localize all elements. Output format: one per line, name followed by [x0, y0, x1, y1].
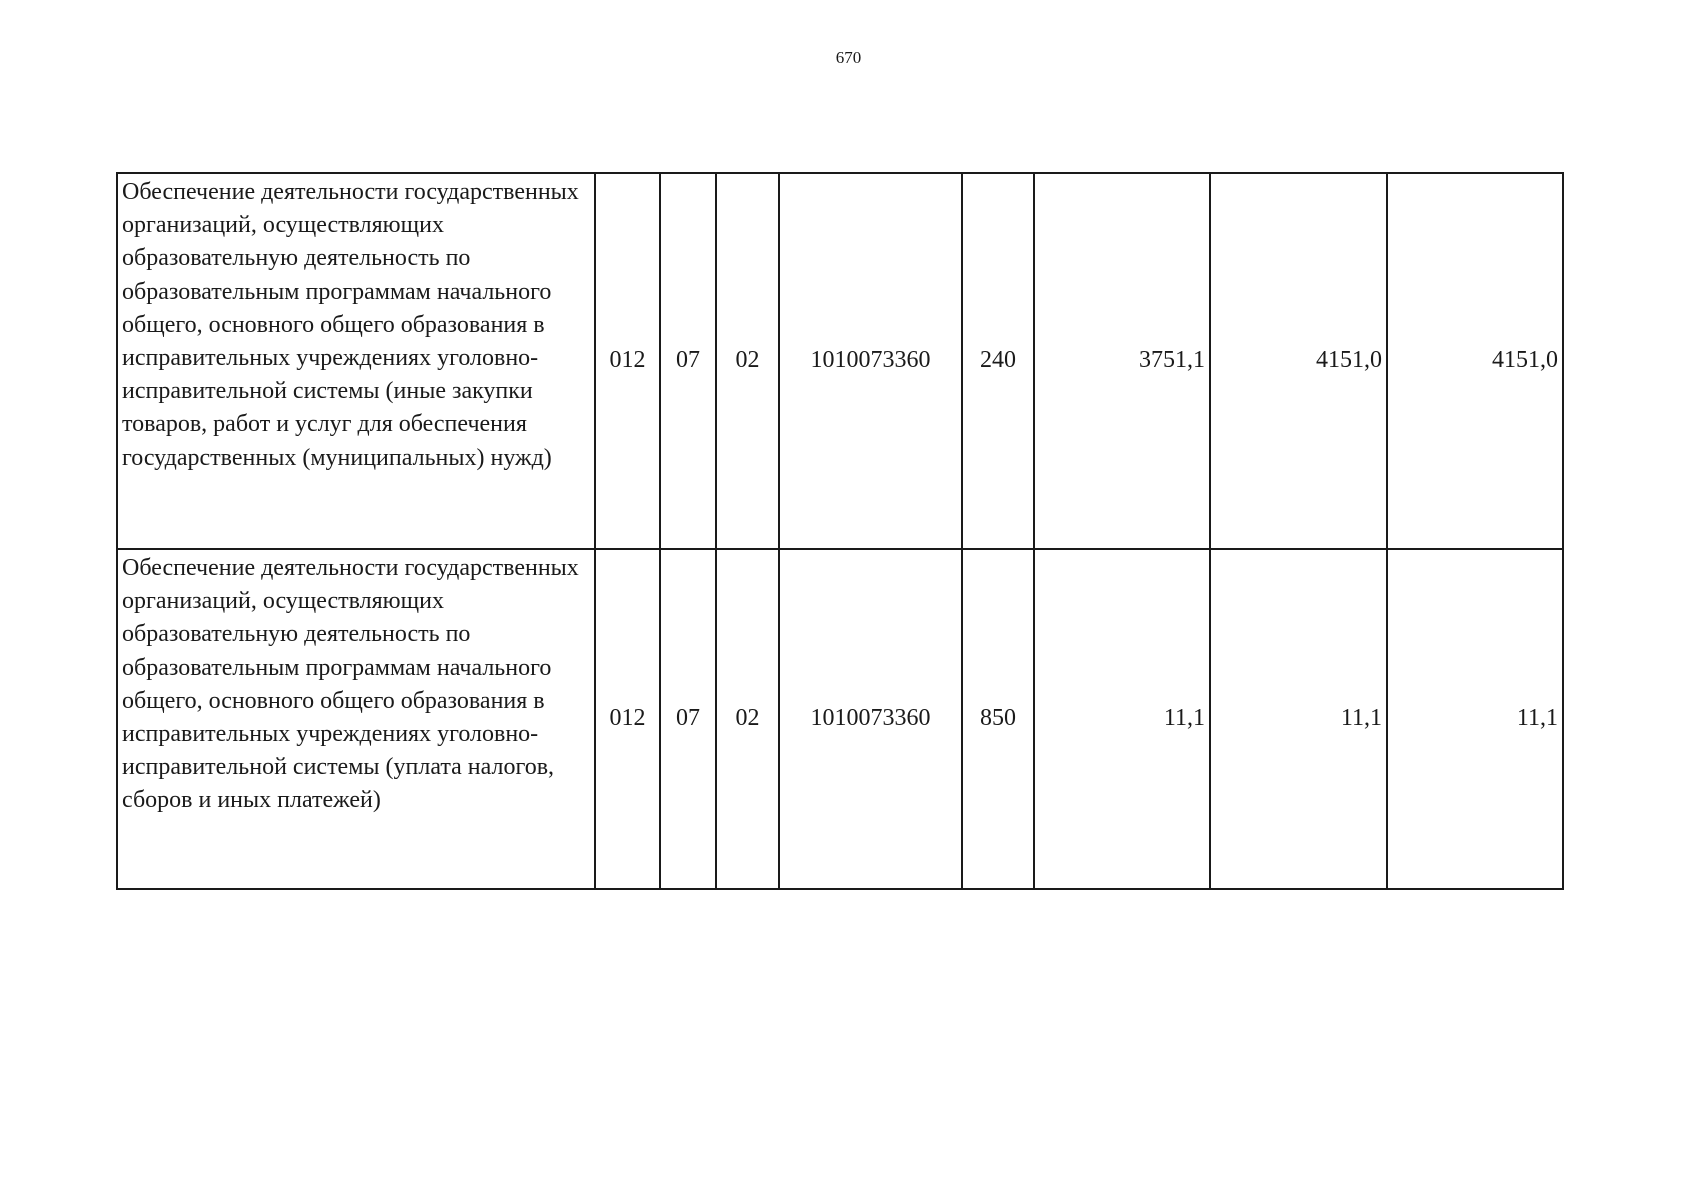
amount-cell-3: 4151,0 [1387, 173, 1563, 549]
section-code-cell: 07 [660, 173, 716, 549]
amount-cell-2: 11,1 [1210, 549, 1387, 889]
section-code-cell: 07 [660, 549, 716, 889]
ministry-code-cell: 012 [595, 549, 660, 889]
amount-cell-2: 4151,0 [1210, 173, 1387, 549]
expense-type-cell: 850 [962, 549, 1034, 889]
amount-cell-1: 3751,1 [1034, 173, 1210, 549]
table-row [117, 549, 1563, 889]
row-description: Обеспечение деятельности государственных организаций, осуществляющих образовательную деятельность по образовательным программам начального общего, основного общего образования в исправительных учреждениях уголовно-исправительной системы (иные закупки товаров, работ и услуг для обеспечения государственных (муниципальных) нужд) [117, 173, 595, 549]
target-article-cell: 1010073360 [779, 549, 962, 889]
table-row [117, 173, 1563, 549]
expense-type-cell: 240 [962, 173, 1034, 549]
row-description: Обеспечение деятельности государственных организаций, осуществляющих образовательную деятельность по образовательным программам начального общего, основного общего образования в исправительных учреждениях уголовно-исправительной системы (уплата налогов, сборов и иных платежей) [117, 549, 595, 889]
amount-cell-1: 11,1 [1034, 549, 1210, 889]
amount-cell-3: 11,1 [1387, 549, 1563, 889]
subsection-code-cell: 02 [716, 549, 779, 889]
page-number: 670 [835, 48, 862, 67]
subsection-code-cell: 02 [716, 173, 779, 549]
ministry-code-cell: 012 [595, 173, 660, 549]
target-article-cell: 1010073360 [779, 173, 962, 549]
budget-table [116, 172, 1564, 890]
